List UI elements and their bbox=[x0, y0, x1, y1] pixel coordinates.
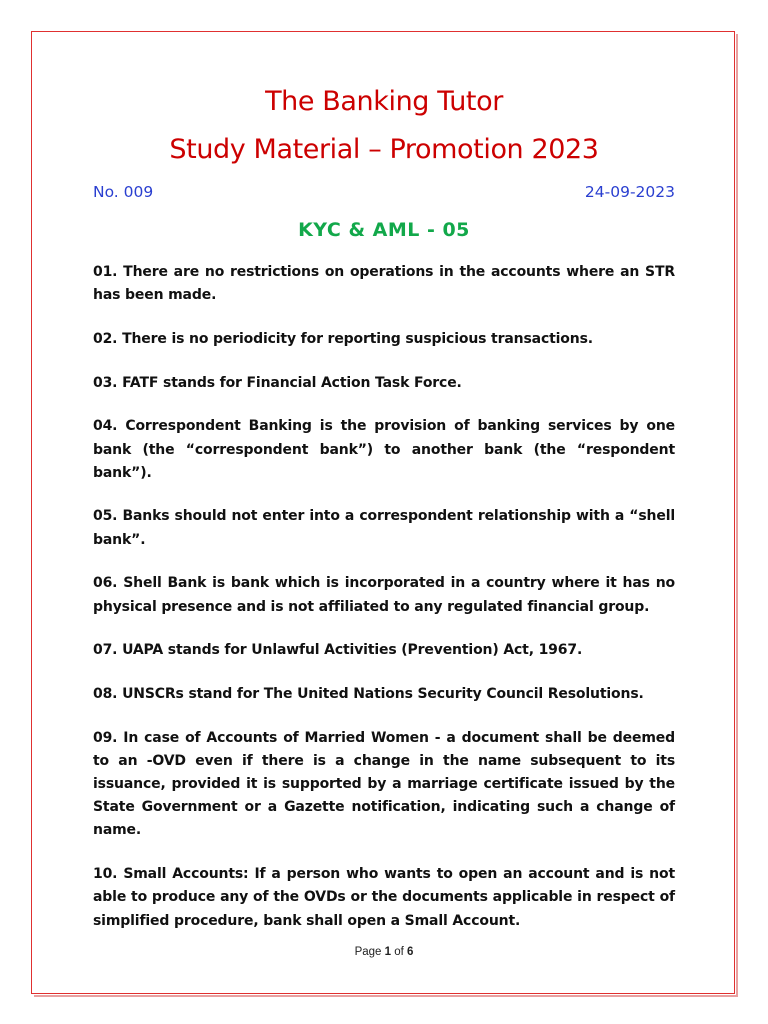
list-item: 01. There are no restrictions on operations in the accounts where an STR has been made. bbox=[93, 264, 675, 304]
list-item: 10. Small Accounts: If a person who wants to open an account and is not able to produce any of the OVDs or the documents applicable in respect of simplified procedure, bank shall open a Small Account. bbox=[93, 866, 675, 929]
list-item: 03. FATF stands for Financial Action Task Force. bbox=[93, 374, 462, 391]
item-list bbox=[93, 261, 675, 953]
document-date: 24-09-2023 bbox=[584, 183, 675, 201]
section-heading: KYC & AML - 05 bbox=[298, 219, 470, 241]
document-title: The Banking Tutor bbox=[265, 86, 503, 117]
list-item: 05. Banks should not enter into a correspondent relationship with a “shell bank”. bbox=[93, 508, 675, 548]
list-item: 02. There is no periodicity for reporting suspicious transactions. bbox=[93, 330, 593, 347]
list-item: 09. In case of Accounts of Married Women - a document shall be deemed to an -OVD even if there is a change in the name subsequent to its issuance, provided it is supported by a marriage certificate issued by the State Government or a Gazette notification, indicating such a change of name. bbox=[93, 729, 675, 839]
list-item: 08. UNSCRs stand for The United Nations Security Council Resolutions. bbox=[93, 685, 644, 702]
list-item: 06. Shell Bank is bank which is incorporated in a country where it has no physical presence and is not affiliated to any regulated financial group. bbox=[93, 575, 675, 615]
page-total: 6 bbox=[407, 946, 414, 958]
page-word: Page bbox=[354, 946, 382, 958]
list-item: 04. Correspondent Banking is the provision of banking services by one bank (the “correspondent bank”) to another bank (the “respondent bank”). bbox=[93, 418, 675, 481]
list-item: 07. UAPA stands for Unlawful Activities (Prevention) Act, 1967. bbox=[93, 642, 583, 659]
of-word: of bbox=[394, 946, 404, 958]
page-footer bbox=[0, 946, 768, 958]
page-current: 1 bbox=[384, 946, 392, 958]
document-subtitle-heading: Study Material – Promotion 2023 bbox=[169, 134, 599, 165]
document-number: No. 009 bbox=[93, 183, 154, 201]
